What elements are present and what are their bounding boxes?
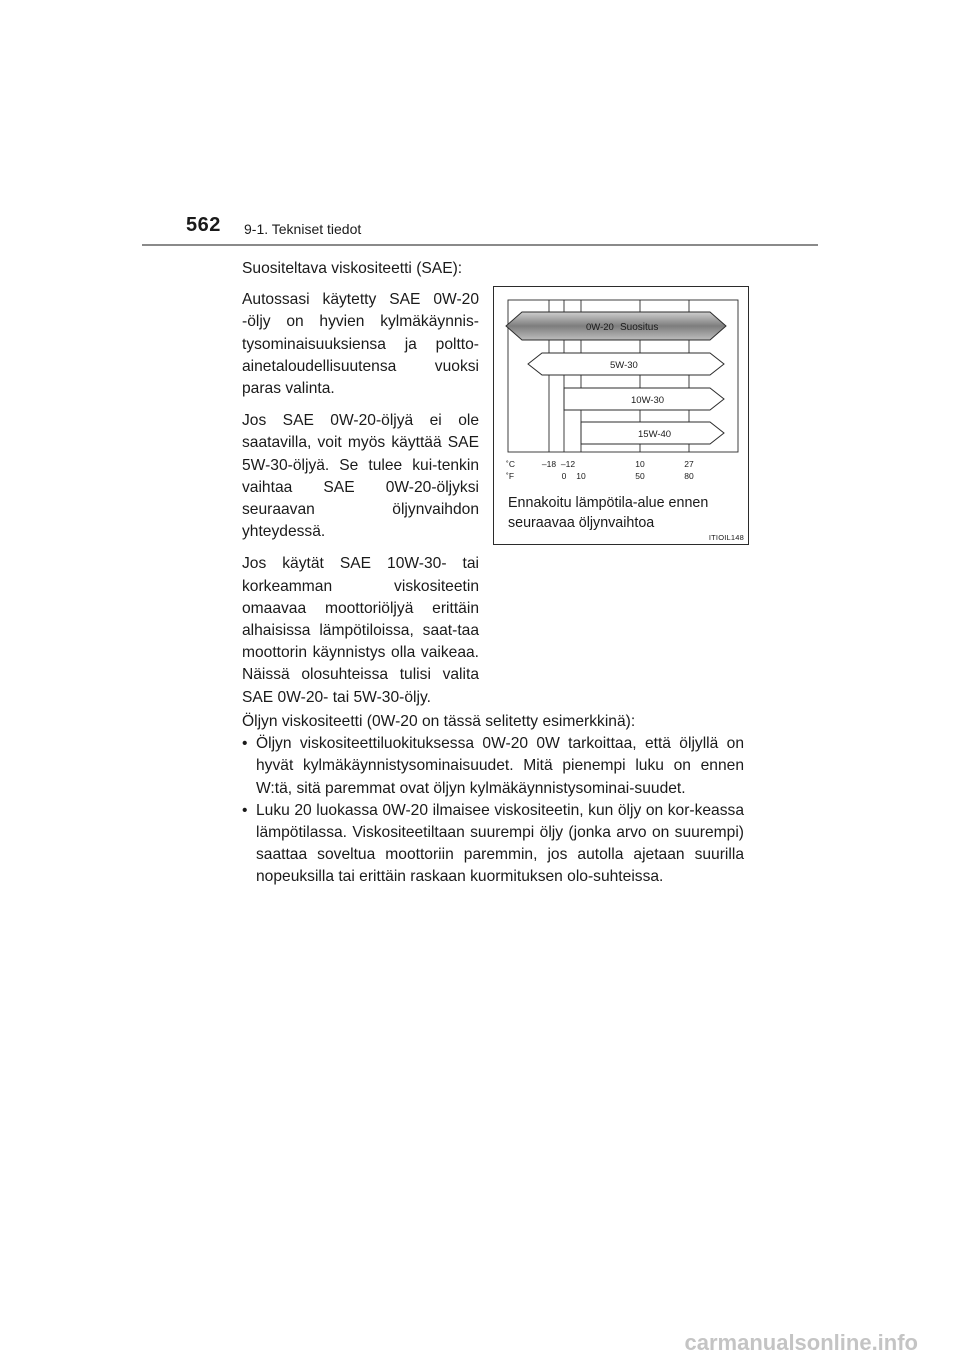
bar-15w40-grade: 15W-40 <box>638 429 672 440</box>
explanation-list <box>242 733 744 888</box>
paragraph-cold-warning: Jos käytät SAE 10W-30- tai korkeamman viskositeetin omaavaa moottoriöljyä erittäin alhaisissa lämpötiloissa, saat-taa moottorin käynnistys olla vaikeaa. Näissä olosuhteissa tulisi valita SAE 0W-20- tai 5W-30-öljy. <box>242 555 479 706</box>
bullet-mark: • <box>242 735 248 753</box>
list-item <box>242 800 744 889</box>
left-column <box>242 258 479 719</box>
paragraph-alternative: Jos SAE 0W-20-öljyä ei ole saatavilla, voit myös käyttää SAE 5W-30-öljyä. Se tulee kui-tenkin vaihtaa SAE 0W-20-öljyksi seuraavan öljynvaihdon yhteydessä. <box>242 412 479 541</box>
section-title: 9-1. Tekniset tiedot <box>244 221 362 237</box>
bar-0w20-note: Suositus <box>620 322 659 333</box>
bar-5w30-grade: 5W-30 <box>610 360 638 371</box>
watermark: carmanualsonline.info <box>684 1330 918 1355</box>
list-item-text: Luku 20 luokassa 0W-20 ilmaisee viskositeetin, kun öljy on kor-keassa lämpötilassa. Viskositeetiltaan suurempi öljy (jonka arvo on suurempi) saattaa soveltua moottoriin paremmin, jos autolla ajetaan suurilla nopeuksilla tai erittäin raskaan kuormituksen olo-suhteissa. <box>256 801 744 886</box>
header-rule <box>142 244 818 246</box>
figure-caption: Ennakoitu lämpötila-alue ennen seuraavaa öljynvaihtoa <box>508 495 709 531</box>
celsius-tick: 27 <box>684 459 694 469</box>
bar-10w30-grade: 10W-30 <box>631 395 665 406</box>
list-item <box>242 733 744 800</box>
bar-0w20 <box>506 312 726 340</box>
celsius-tick: –18 <box>541 459 557 469</box>
paragraph-recommended: Autossasi käytetty SAE 0W-20 -öljy on hyvien kylmäkäynnis-tysominaisuuksiensa ja poltto-ainetaloudellisuutensa vuoksi paras valinta. <box>242 291 479 398</box>
unit-fahrenheit: ˚F <box>506 471 515 481</box>
page-number: 562 <box>186 214 221 236</box>
fahrenheit-tick: 80 <box>684 471 694 481</box>
list-item-text: Öljyn viskositeettiluokituksessa 0W-20 0W tarkoittaa, että öljyllä on hyvät kylmäkäynnistysominaisuudet. Mitä pienempi luku on ennen W:tä, sitä paremmat ovat öljyn kylmäkäynnistysominai-suudet. <box>256 735 744 797</box>
figure-code: ITIOIL148 <box>708 533 744 542</box>
bullet-mark: • <box>242 801 248 819</box>
fahrenheit-tick: 0 <box>561 471 567 481</box>
viscosity-explanation <box>242 711 744 889</box>
explanation-intro: Öljyn viskositeetti (0W-20 on tässä selitetty esimerkkinä): <box>242 713 636 730</box>
celsius-tick: 10 <box>635 459 645 469</box>
celsius-tick: –12 <box>560 459 576 469</box>
bar-0w20-grade: 0W-20 <box>586 322 614 333</box>
fahrenheit-tick: 50 <box>635 471 645 481</box>
unit-celsius: ˚C <box>506 459 515 469</box>
viscosity-chart-figure <box>493 286 749 545</box>
viscosity-heading: Suositeltava viskositeetti (SAE): <box>242 260 463 277</box>
fahrenheit-tick: 10 <box>576 471 586 481</box>
